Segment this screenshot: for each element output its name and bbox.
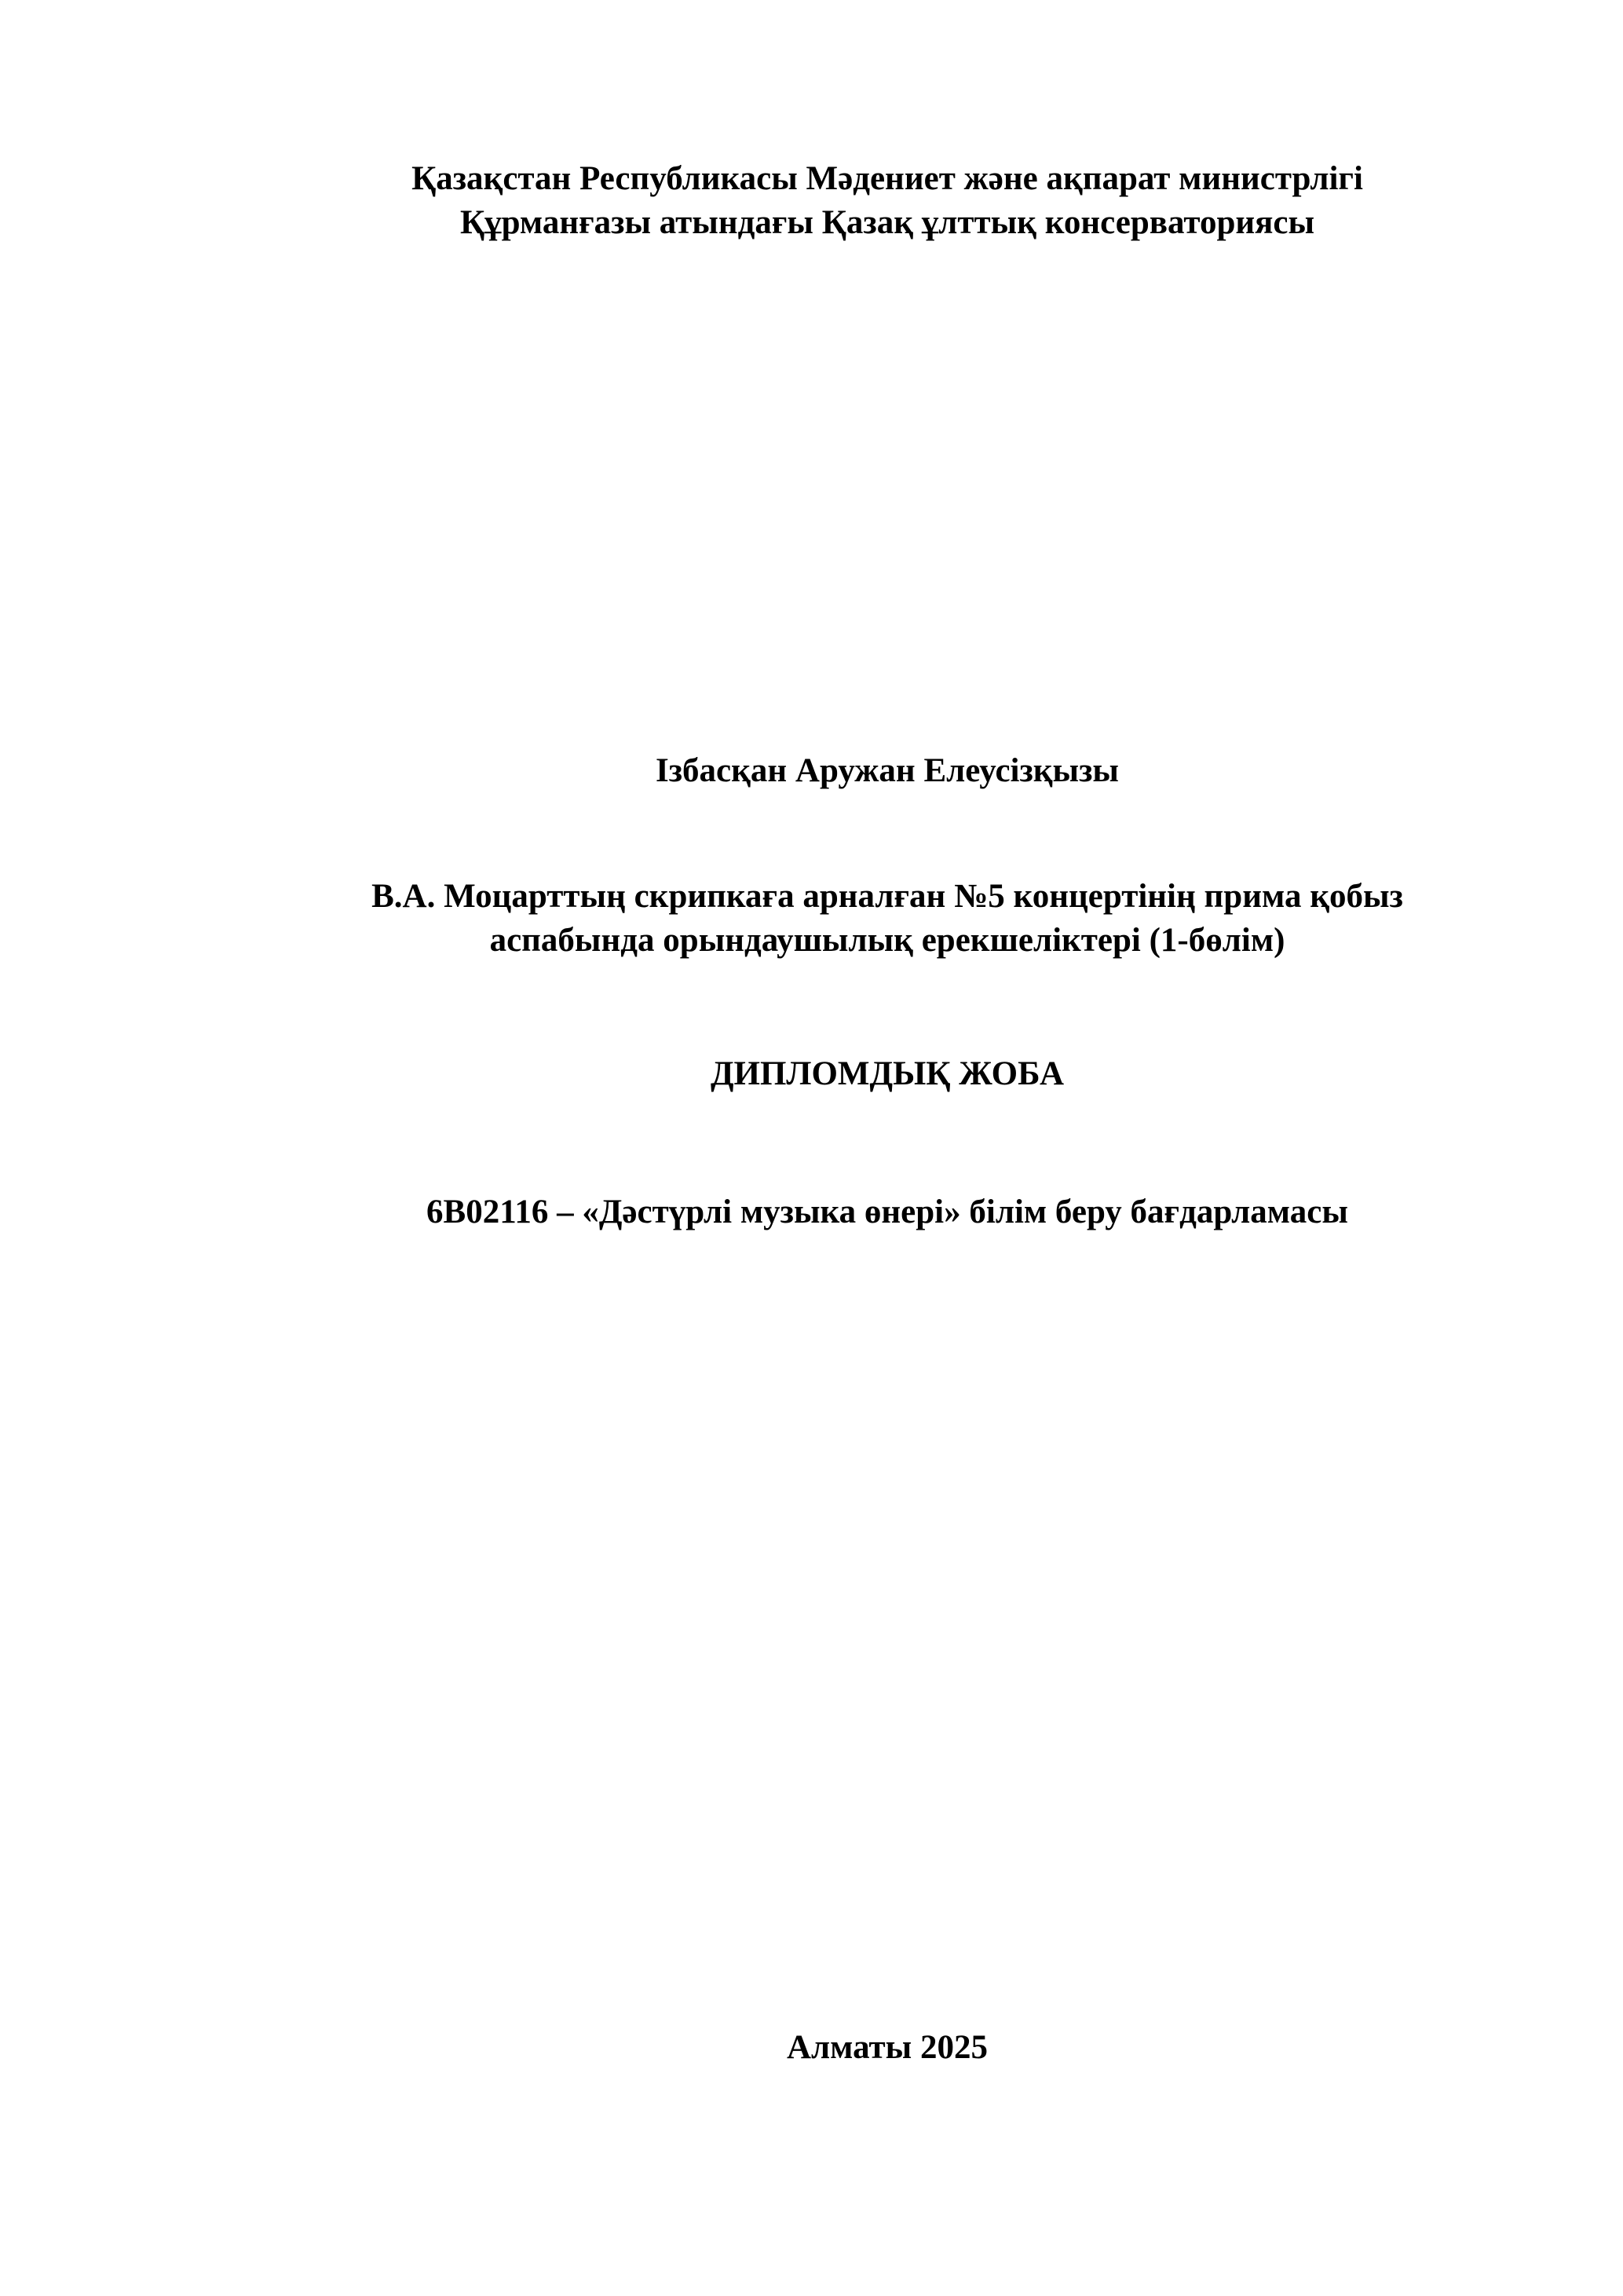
institution-name: Құрманғазы атындағы Қазақ ұлттық консерваториясы [459, 204, 1315, 241]
program-block [298, 1190, 1476, 1234]
place-year: Алматы 2025 [786, 2029, 988, 2066]
work-type-block [298, 1052, 1476, 1096]
work-type: ДИПЛОМДЫҚ ЖОБА [710, 1055, 1065, 1092]
thesis-topic-line-2: аспабында орындаушылық ерекшеліктері (1-бөлім) [489, 922, 1285, 959]
ministry-name: Қазақстан Республикасы Мәдениет және ақпарат министрлігі [411, 160, 1363, 197]
author-block [298, 749, 1476, 793]
education-program: 6B02116 – «Дәстүрлі музыка өнері» білім беру бағдарламасы [426, 1194, 1348, 1230]
author-name: Ізбасқан Аружан Елеусізқызы [656, 752, 1119, 789]
thesis-topic-line-1: В.А. Моцарттың скрипкаға арналған №5 концертінің прима қобыз [371, 878, 1403, 915]
footer-block [298, 2026, 1476, 2070]
header-block [298, 157, 1476, 245]
thesis-topic [298, 875, 1476, 963]
